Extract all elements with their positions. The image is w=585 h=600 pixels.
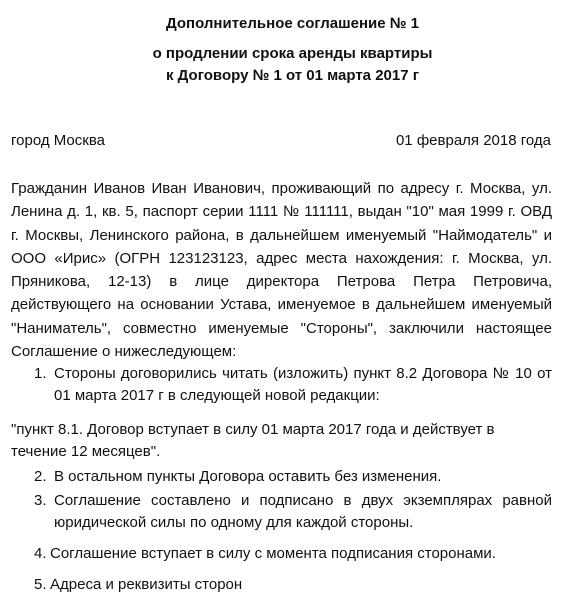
item-number: 5. [34,576,47,593]
item-text: Стороны договорились читать (изложить) пункт 8.2 Договора № 10 от 01 марта 2017 г в следующей новой редакции: [54,365,552,404]
list-item [34,363,552,407]
document-subtitle-contract: к Договору № 1 от 01 марта 2017 г [166,67,419,84]
document-date: 01 февраля 2018 года [395,132,551,149]
document-subtitle: о продлении срока аренды квартиры [152,45,433,62]
document-title: Дополнительное соглашение № 1 [166,15,419,32]
item-text: В остальном пункты Договора оставить без изменения. [54,468,442,485]
item-text: Соглашение составлено и подписано в двух экземплярах равной юридической силы по одному для каждой стороны. [54,492,552,531]
item-text: Адреса и реквизиты сторон [50,576,243,593]
quoted-clause: "пункт 8.1. Договор вступает в силу 01 марта 2017 года и действует в течение 12 месяцев". [11,421,495,460]
item-number: 2. [34,468,47,485]
item-number: 4. [34,545,47,562]
city-label: город Москва [11,132,105,149]
item-text: Соглашение вступает в силу с момента подписания сторонами. [50,545,496,562]
item-number: 3. [34,492,47,509]
list-item [34,490,552,534]
item-number: 1. [34,365,47,382]
intro-paragraph: Гражданин Иванов Иван Иванович, проживающий по адресу г. Москва, ул. Ленина д. 1, кв. 5, паспорт серии 1111 № 111111, выдан "10" мая 1999 г. ОВД г. Москвы, Ленинского района, в дальнейшем именуемый "Наймодатель" и ООО «Ирис» (ОГРН 123123123, адрес места нахождения: г. Москва, ул. Пряникова, 12-13) в лице директора Петрова Петра Петровича, действующего на основании Устава, именуемое в дальнейшем именуемый "Наниматель", совместно именуемые "Стороны", заключили настоящее Соглашение о нижеследующем: [11,180,552,361]
